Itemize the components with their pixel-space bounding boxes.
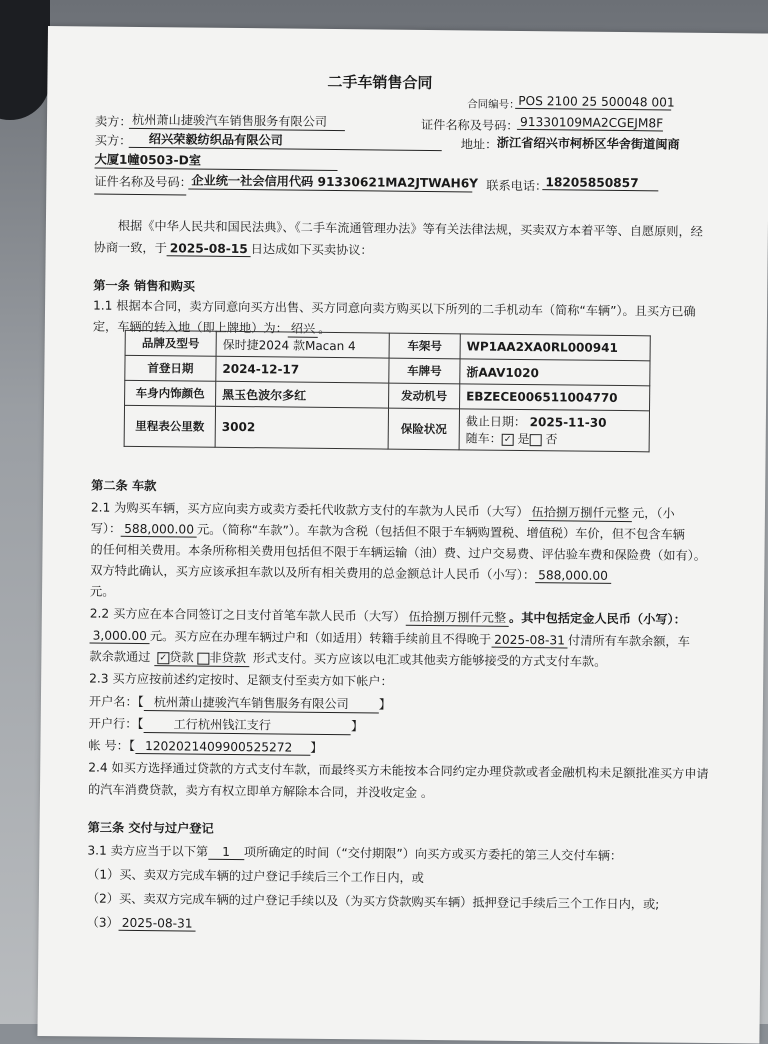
article2-l8 — [89, 647, 606, 670]
article2-l7-end: 付清所有车款余额，车 — [567, 633, 690, 649]
bank-row — [89, 714, 364, 735]
insurance-header: 保险状况 — [388, 408, 459, 450]
checkbox-empty-icon — [529, 434, 541, 446]
seller-name: 杭州萧山捷骏汽车销售服务有限公司 — [129, 111, 345, 131]
article2-l1-end: 元，（小 — [631, 506, 675, 521]
buyer-address-line1: 浙江省绍兴市柯桥区华舍街道闽商 — [496, 135, 680, 152]
blank-line — [94, 192, 186, 195]
phone-label: 联系电话： — [486, 178, 548, 194]
article2-l6-text: 2.2 买方应在本合同签订之日支付首笔车款人民币（大写） — [89, 606, 406, 624]
account-name: 杭州萧山捷骏汽车销售服务有限公司 — [144, 693, 379, 713]
contract-page — [37, 26, 768, 1044]
agreement-date: 2025-08-15 — [167, 241, 251, 257]
mileage-value: 3002 — [215, 406, 388, 449]
engine-value: EBZECE006511004770 — [460, 384, 650, 411]
account-name-label: 开户名：【 — [88, 694, 144, 710]
article2-l4 — [90, 561, 611, 583]
article2-l6-end: 。其中包括定金人民币（小写）： — [509, 610, 686, 627]
insurance-expiry-date: 2025-11-30 — [529, 415, 607, 430]
article2-l11: 的汽车消费贷款，卖方有权立即单方解除本合同，并没收定金 。 — [87, 782, 434, 801]
deposit-amount: 3,000.00 — [90, 628, 150, 644]
article2-l7 — [90, 626, 690, 649]
article2-l8-end: 形式支付。买方应该以电汇或其他卖方能够接受的方式支付车款。 — [252, 651, 607, 669]
no-label: 否 — [545, 432, 558, 447]
article3-option1: （1）买、卖双方完成车辆的过户登记手续后三个工作日内，或 — [87, 867, 425, 885]
article2-l4-text: 双方特此确认，买方应该承担车款以及所有相关费用的总金额总计人民币（小写）： — [90, 563, 536, 583]
article2-l2-end: 元。（简称“车款”）。车款为含税（包括但不限于车辆购置税、增值税）车价，但不包含车辆 — [196, 522, 685, 542]
checkbox-checked-icon: ✓ — [502, 433, 514, 445]
buyer-address-line2: 大厦1幢0503-D室 — [95, 150, 338, 171]
insurance-follow — [466, 429, 643, 448]
addr-label: 地址： — [460, 137, 498, 152]
phone: 18205850857 — [542, 175, 658, 191]
yes-label: 是 — [517, 431, 530, 447]
seller-cert-label: 证件名称及号码： — [420, 117, 519, 133]
first-payment-chinese: 伍拾捌万捌仟元整 — [406, 608, 510, 627]
intro-text-b: 日达成如下买卖协议： — [250, 242, 373, 258]
vin-header: 车架号 — [389, 333, 460, 359]
bank-name: 工行杭州钱江支行 — [143, 715, 351, 735]
balance-due-date: 2025-08-31 — [491, 633, 568, 649]
page-title: 二手车销售合同 — [327, 72, 433, 93]
price-chinese: 伍拾捌万捌仟元整 — [528, 503, 632, 522]
seller-cert: 91330109MA2CGEJM8F — [517, 115, 663, 132]
article2-l7-text: 元。买方应在办理车辆过户和（如适用）转籍手续前且不得晚于 — [149, 629, 492, 647]
insurance-cell — [459, 409, 649, 452]
buyer-label: 买方： — [94, 133, 132, 148]
insurance-expiry-label: 截止日期： — [465, 414, 526, 430]
color-header: 车身内饰颜色 — [125, 380, 216, 406]
table-row — [124, 405, 649, 451]
checkbox-empty-icon — [197, 652, 209, 664]
vin-value: WP1AA2XA0RL000941 — [460, 334, 650, 361]
dark-object — [0, 0, 50, 120]
insurance-follow-label: 随车： — [465, 431, 502, 446]
engine-header: 发动机号 — [389, 383, 460, 409]
article1-heading: 第一条 销售和购买 — [93, 278, 196, 294]
contract-no: POS 2100 25 500048 001 — [515, 94, 671, 111]
loan-label: 贷款 — [169, 650, 194, 665]
plate-value: 浙AAV1020 — [460, 359, 650, 386]
article3-option3 — [87, 913, 196, 931]
buyer-cert: 企业统一社会信用代码 91330621MA2JTWAH6Y — [188, 171, 472, 192]
article3-l1-text: 3.1 卖方应当于以下第 — [87, 843, 209, 859]
insurance-expiry — [466, 412, 643, 431]
bank-label: 开户行：【 — [88, 716, 144, 732]
delivery-item-no: 1 — [208, 845, 244, 860]
account-no-label: 帐 号：【 — [88, 738, 136, 753]
article2-heading: 第二条 车款 — [91, 478, 157, 494]
registration-place: 绍兴 — [288, 320, 319, 338]
buyer-name: 绍兴荣毅纺织品有限公司 — [129, 130, 442, 151]
article3-option2: （2）买、卖双方完成车辆的过户登记手续以及（为买方贷款购买车辆）抵押登记手续后三个工作日内，或; — [86, 891, 660, 912]
delivery-date: 2025-08-31 — [119, 916, 196, 932]
no-loan-label: 非贷款 — [209, 650, 247, 666]
article2-l1 — [91, 498, 675, 522]
reg-date-value: 2024-12-17 — [216, 356, 389, 383]
payment-method — [154, 648, 249, 667]
article1-p2-text: 定，车辆的转入地（即上牌地）为： — [92, 319, 288, 336]
contract-no-label: 合同编号： — [467, 98, 520, 111]
article2-l2 — [91, 519, 685, 542]
article2-l5: 元。 — [90, 584, 115, 599]
total-amount: 588,000.00 — [535, 568, 611, 584]
account-no-row — [88, 736, 322, 755]
article2-l9: 2.3 买方应按前述约定按时、足额支付至卖方如下帐户： — [89, 671, 393, 689]
bracket-close: 】 — [378, 697, 392, 712]
price-number: 588,000.00 — [121, 522, 197, 538]
brand-value: 保时捷2024 款Macan 4 — [216, 331, 389, 358]
mileage-header: 里程表公里数 — [124, 405, 215, 447]
account-number: 1202021409900525272 — [135, 739, 310, 756]
intro-line1: 根据《中华人民共和国民法典》、《二手车流通管理办法》等有关法律法规，买卖双方本着平等、自愿原则，经 — [117, 218, 703, 239]
vehicle-table — [124, 330, 651, 453]
article2-l1-text: 2.1 为购买车辆，买方应向卖方或卖方委托代收款方支付的车款为人民币（大写） — [90, 500, 529, 520]
plate-header: 车牌号 — [389, 358, 460, 384]
article3-option3-label: （3） — [86, 915, 119, 930]
intro-text-a: 协商一致，于 — [93, 240, 167, 256]
checkbox-checked-icon: ✓ — [157, 652, 169, 664]
article3-heading: 第三条 交付与过户登记 — [87, 820, 214, 836]
color-value: 黑玉色波尔多红 — [216, 381, 389, 408]
article2-l3: 的任何相关费用。本条所称相关费用包括但不限于车辆运输（油）费、过户交易费、评估验车费和保险费（如有）。 — [90, 542, 707, 563]
intro-line2 — [94, 238, 373, 258]
buyer-cert-label: 证件名称及号码： — [94, 174, 192, 190]
article2-l8-text: 款余款通过 — [89, 649, 151, 665]
article1-p1: 1.1 根据本合同，卖方同意向买方出售、买方同意向卖方购买以下所列的二手机动车（简称“车辆”）。且买方已确 — [93, 298, 696, 319]
article2-l10: 2.4 如买方选择通过贷款的方式支付车款，而最终买方未能按本合同约定办理贷款或者金融机构未足额批准买方申请 — [88, 760, 709, 781]
article2-l2-text: 写）： — [90, 521, 122, 536]
article1-p2-end: 。 — [318, 321, 331, 336]
brand-header: 品牌及型号 — [125, 330, 216, 356]
account-name-row — [89, 692, 391, 713]
article3-l1 — [87, 841, 622, 864]
seller-label: 卖方： — [94, 114, 132, 129]
bracket-close: 】 — [350, 719, 364, 734]
article3-l1-end: 项所确定的时间（“交付期限”）向买方或买方委托的第三人交付车辆： — [243, 845, 623, 864]
bracket-close: 】 — [310, 740, 323, 755]
reg-date-header: 首登日期 — [125, 355, 216, 381]
article2-l6 — [90, 604, 686, 628]
